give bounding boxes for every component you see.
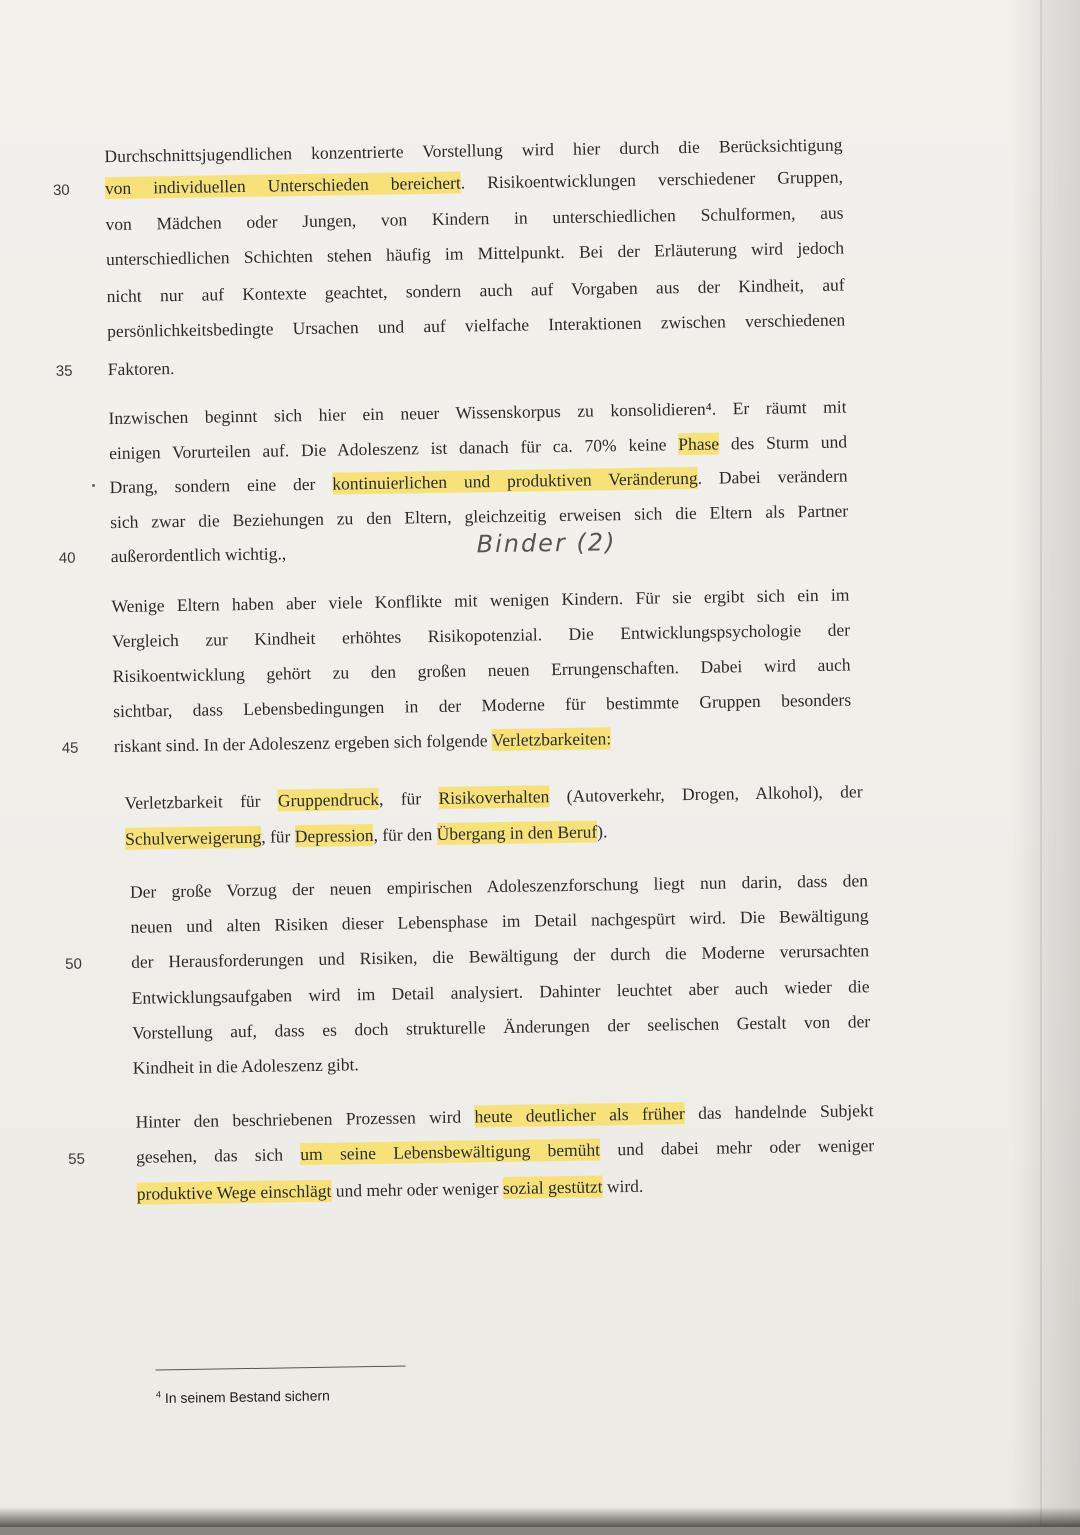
margin-dot xyxy=(92,484,95,487)
text-line xyxy=(124,781,862,814)
text-segment: von Mädchen oder Jungen, von Kindern in unterschiedlichen Schulformen, aus xyxy=(105,202,844,235)
text-line xyxy=(104,135,842,168)
text-segment: unterschiedlichen Schichten stehen häufig im Mittelpunkt. Bei der Erläuterung wird jedoch xyxy=(105,237,845,270)
text-segment: Vergleich zur Kindheit erhöhtes Risikopotenzial. Die Entwicklungspsychologie der xyxy=(111,619,851,652)
line-number: 45 xyxy=(61,739,79,757)
text-segment: , für den xyxy=(373,824,437,845)
footnote-text: In seinem Bestand sichern xyxy=(160,1387,330,1407)
highlighted-text: Verletzbarkeiten: xyxy=(491,728,612,751)
text-segment: Risikoentwicklung gehört zu den großen neuen Errungenschaften. Dabei wird auch xyxy=(112,654,851,687)
text-segment: Durchschnittsjugendlichen konzentrierte Vorstellung wird hier durch die Berücksichtigung xyxy=(104,134,843,167)
text-line xyxy=(110,466,848,499)
text-segment: außerordentlich wichtig., xyxy=(110,543,287,567)
highlighted-text: Übergang in den Beruf xyxy=(436,821,598,845)
text-line xyxy=(130,870,868,903)
text-segment: riskant sind. In der Adoleszenz ergeben sich folgende xyxy=(113,730,492,757)
text-segment: und mehr oder weniger xyxy=(331,1178,504,1201)
highlighted-text: Risikoverhalten xyxy=(438,786,550,808)
text-line xyxy=(108,348,846,381)
text-segment: , für xyxy=(261,826,295,847)
highlighted-text: von individuellen Unterschieden bereichert xyxy=(104,172,461,199)
text-segment: , für xyxy=(378,787,439,809)
text-segment: Drang, sondern eine der xyxy=(109,473,333,498)
text-line xyxy=(107,310,845,343)
text-line xyxy=(114,724,852,757)
text-segment: sichtbar, dass Lebensbedingungen in der Moderne für bestimmte Gruppen besonders xyxy=(113,689,852,722)
highlighted-text: heute deutlicher als früher xyxy=(474,1103,685,1127)
text-segment: (Autoverkehr, Drogen, Alkohol), der xyxy=(549,781,863,807)
text-segment: persönlichkeitsbedingte Ursachen und auf vielfache Interaktionen zwischen verschiedenen xyxy=(107,309,846,342)
text-segment: gesehen, das sich xyxy=(136,1144,301,1167)
highlighted-text: kontinuierlichen und produktiven Veränderung xyxy=(332,467,698,494)
text-line xyxy=(107,275,845,308)
text-segment: Entwicklungsaufgaben wird im Detail analysiert. Dahinter leuchtet aber auch wieder die xyxy=(131,976,870,1008)
text-line xyxy=(112,654,850,687)
text-segment: . Risikoentwicklungen verschiedener Gruppen, xyxy=(460,166,844,193)
text-segment: des Sturm und xyxy=(718,431,848,454)
line-number: 55 xyxy=(68,1150,86,1168)
footnote xyxy=(156,1387,330,1406)
text-segment: Faktoren. xyxy=(107,358,175,380)
text-line xyxy=(130,905,868,938)
line-number: 40 xyxy=(58,549,76,567)
edge-shadow xyxy=(1010,0,1080,1527)
footnote-marker: 4 xyxy=(155,1389,162,1400)
text-segment: nicht nur auf Kontexte geachtet, sondern auch auf Vorgaben aus der Kindheit, auf xyxy=(106,274,845,307)
text-line xyxy=(135,1100,873,1133)
text-segment: Hinter den beschriebenen Prozessen wird xyxy=(135,1106,475,1132)
text-segment: sich zwar die Beziehungen zu den Eltern, gleichzeitig erweisen sich die Eltern als Partner xyxy=(110,500,849,533)
text-segment: und dabei mehr oder weniger xyxy=(599,1135,875,1160)
text-segment: Vorstellung auf, dass es doch strukturelle Änderungen der seelischen Gestalt von der xyxy=(132,1011,871,1043)
text-line xyxy=(108,397,846,430)
text-segment: der Herausforderungen und Risiken, die Bewältigung der durch die Moderne verursachten xyxy=(130,940,870,972)
text-line xyxy=(105,167,843,200)
text-line xyxy=(113,689,851,722)
footnote-rule xyxy=(156,1366,406,1371)
text-segment: Verletzbarkeit für xyxy=(124,790,279,813)
text-line xyxy=(106,238,844,271)
highlighted-text: Schulverweigerung xyxy=(125,826,262,849)
text-line xyxy=(109,432,847,465)
highlighted-text: Phase xyxy=(678,433,720,455)
text-line xyxy=(136,1135,874,1168)
text-line xyxy=(133,1046,871,1079)
text-segment: einigen Vorurteilen auf. Die Adoleszenz ist danach für ca. 70% keine xyxy=(108,434,679,464)
text-line xyxy=(105,203,843,236)
text-segment: ). xyxy=(597,821,608,842)
text-line xyxy=(137,1172,875,1205)
bottom-shadow xyxy=(0,1507,1080,1527)
text-segment: neuen und alten Risiken dieser Lebensphase im Detail nachgespürt wird. Die Bewältigung xyxy=(130,905,869,937)
highlighted-text: um seine Lebensbewältigung bemüht xyxy=(300,1139,601,1165)
text-line xyxy=(132,976,870,1009)
handwritten-note: Binder (2) xyxy=(476,528,617,559)
highlighted-text: sozial gestützt xyxy=(502,1176,603,1199)
text-segment: . Dabei verändern xyxy=(697,465,848,488)
text-line xyxy=(112,619,850,652)
line-number: 30 xyxy=(52,181,70,199)
text-segment: Inzwischen beginnt sich hier ein neuer Wissenskorpus zu konsolidieren⁴. Er räumt mit xyxy=(108,396,847,429)
text-line xyxy=(131,940,869,973)
text-line xyxy=(110,501,848,534)
text-line xyxy=(132,1011,870,1044)
text-segment: das handelnde Subjekt xyxy=(684,1100,874,1124)
highlighted-text: Depression xyxy=(294,824,374,847)
text-segment: Kindheit in die Adoleszenz gibt. xyxy=(132,1054,359,1078)
line-number: 35 xyxy=(55,362,73,380)
text-line xyxy=(125,817,863,850)
highlighted-text: produktive Wege einschlägt xyxy=(136,1180,332,1204)
highlighted-text: Gruppendruck xyxy=(277,788,380,811)
text-segment: Wenige Eltern haben aber viele Konflikte mit wenigen Kindern. Für sie ergibt sich ein im xyxy=(111,584,850,617)
line-number: 50 xyxy=(65,955,82,973)
text-segment: Der große Vorzug der neuen empirischen Adoleszenzforschung liegt nun darin, dass den xyxy=(129,870,869,902)
text-segment: wird. xyxy=(602,1175,644,1197)
text-line xyxy=(111,584,849,617)
